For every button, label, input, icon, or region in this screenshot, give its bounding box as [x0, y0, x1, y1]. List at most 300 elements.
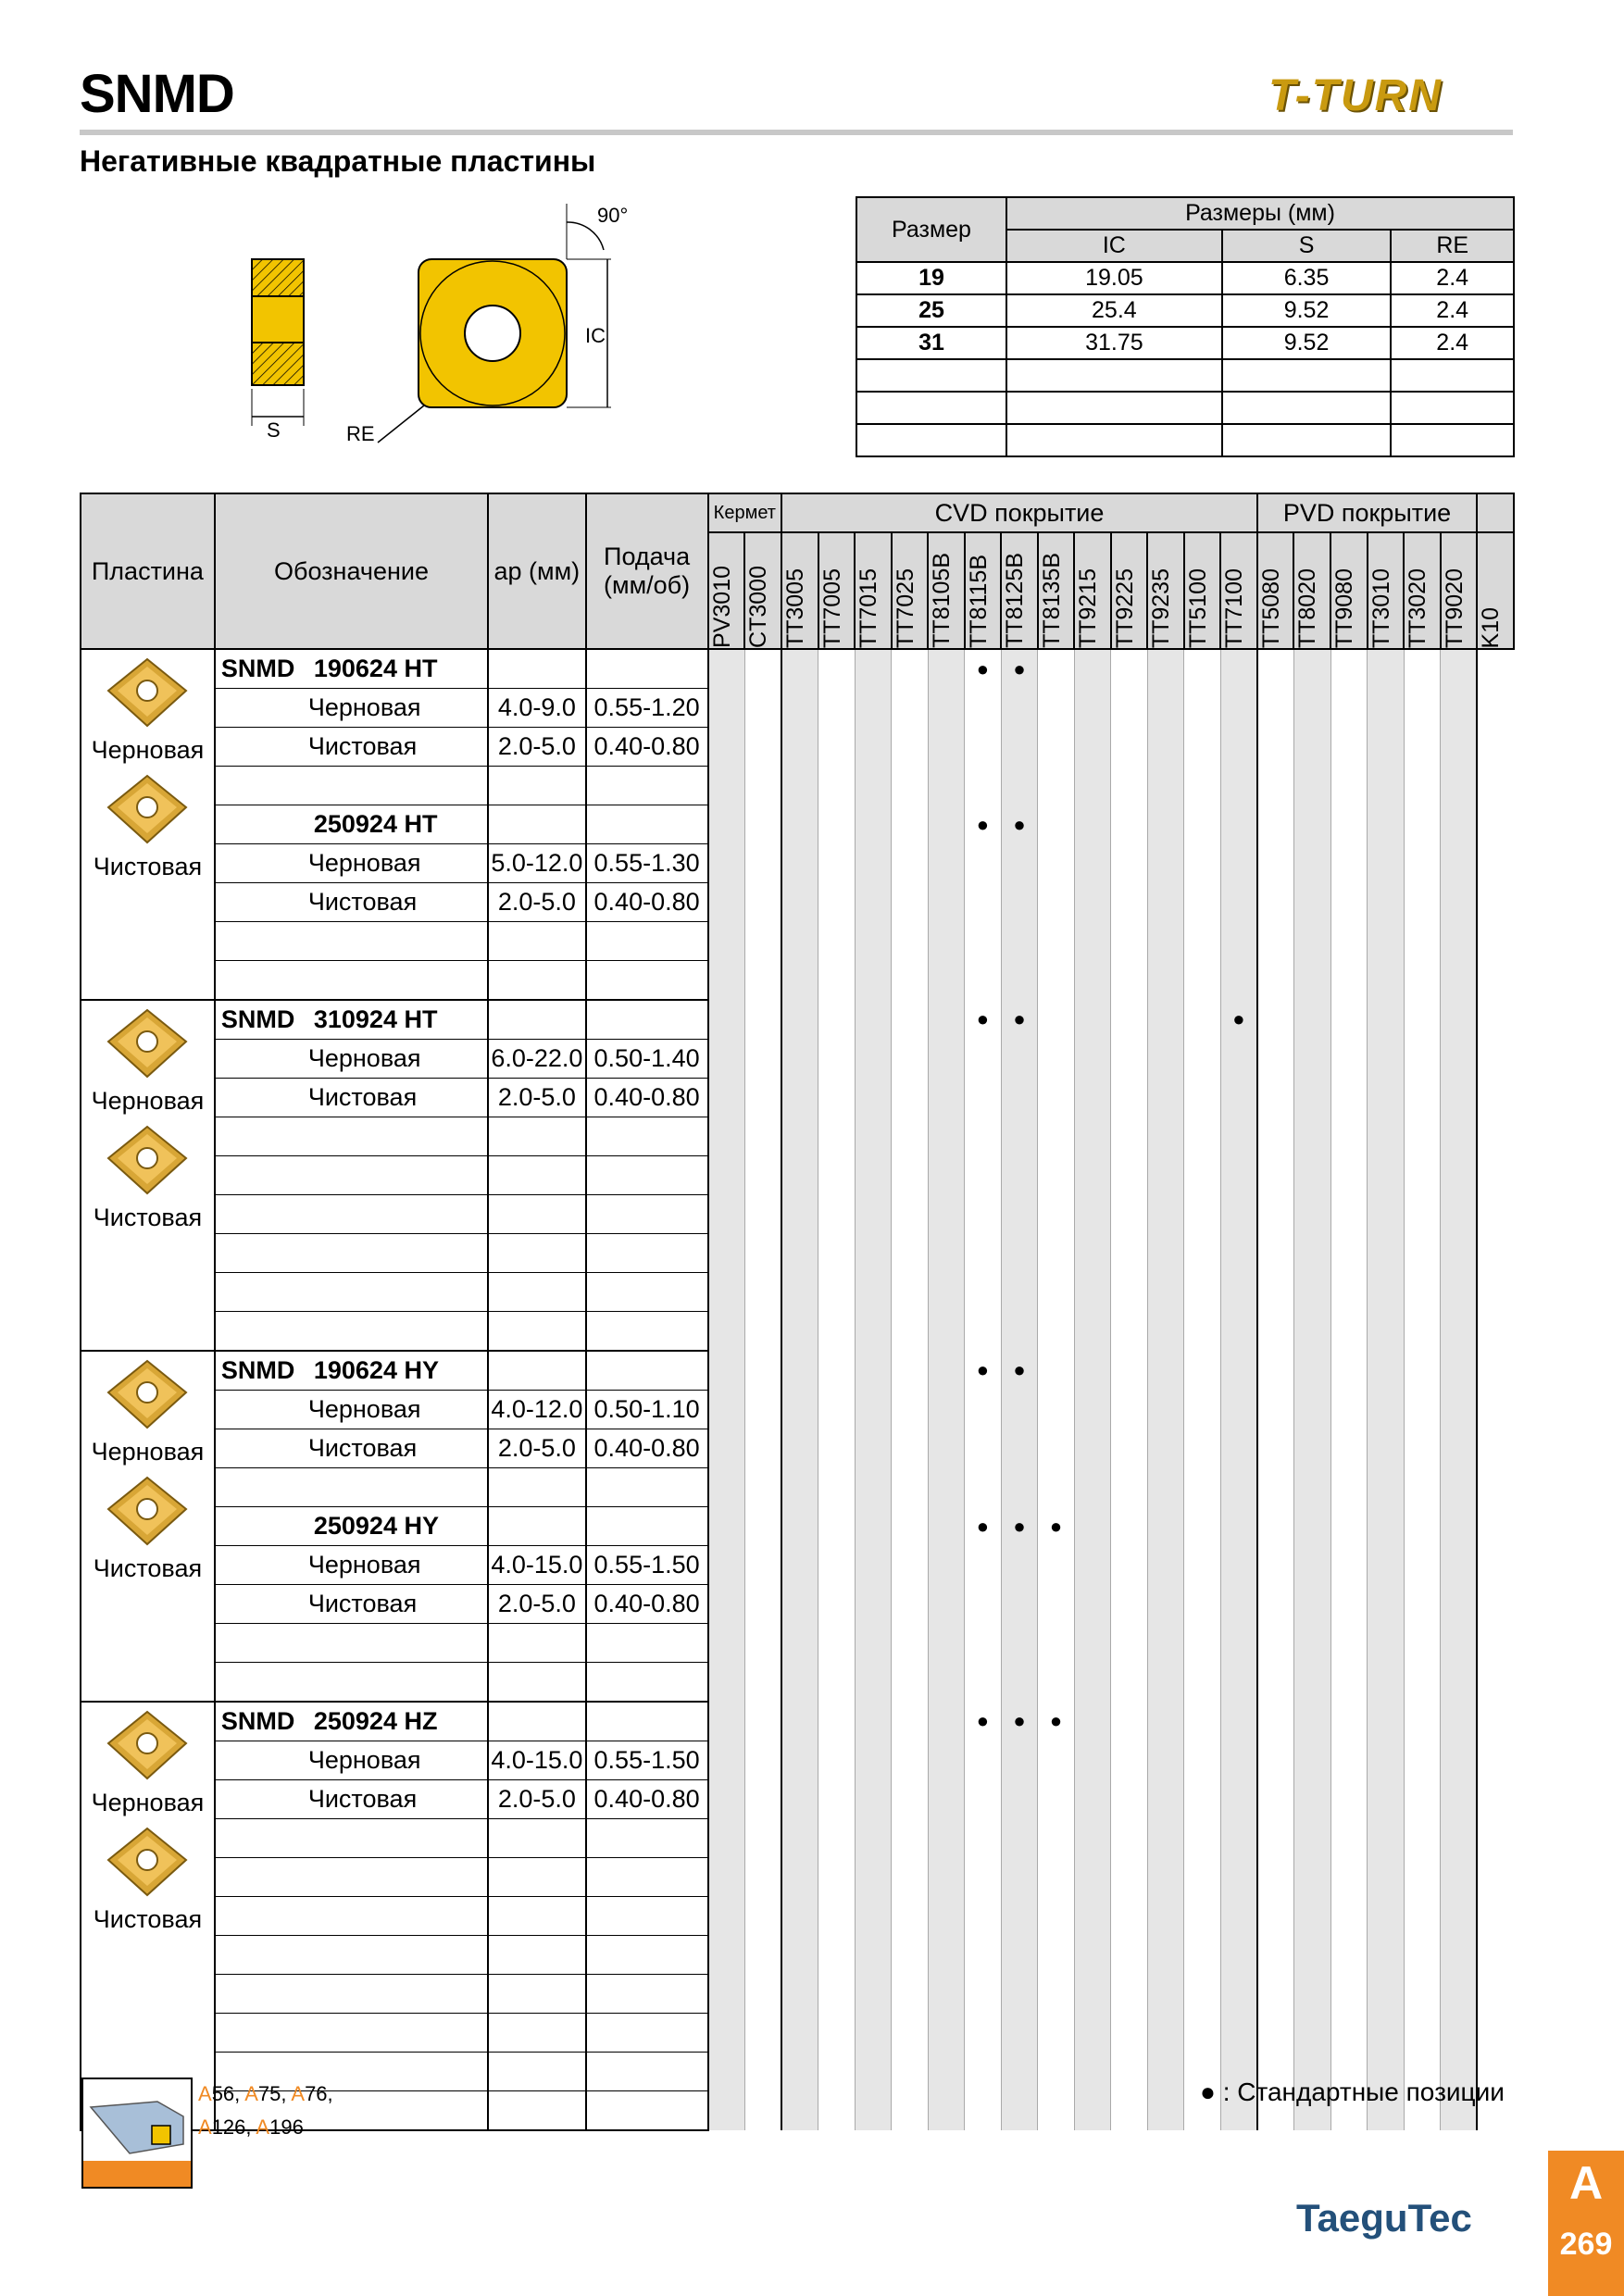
grade-cell: [1404, 961, 1441, 1001]
grade-cell: [1441, 1624, 1478, 1663]
grade-cell: [892, 689, 929, 728]
grade-cell: [1147, 1040, 1184, 1079]
grade-cell: [1147, 2053, 1184, 2091]
grade-cell: [818, 922, 856, 961]
grade-cell: [1330, 1975, 1368, 2014]
blank-cell: [488, 2053, 585, 2091]
grade-cell: [744, 1702, 781, 1741]
grade-cell: [1477, 1507, 1514, 1546]
grade-cell: [1001, 1975, 1038, 2014]
grade-cell: [892, 649, 929, 689]
grade-cell: [965, 1312, 1002, 1352]
grade-cell: ●: [965, 1702, 1002, 1741]
grade-cell: [1404, 1624, 1441, 1663]
grade-cell: [1184, 1156, 1221, 1195]
grade-header-tt9225: [1111, 532, 1148, 649]
grade-cell: [1001, 1234, 1038, 1273]
grade-header-tt9215: [1074, 532, 1111, 649]
dims-cell-ic: 31.75: [1006, 327, 1222, 359]
grade-cell: [1330, 1702, 1368, 1741]
grade-cell: [781, 1624, 818, 1663]
grade-cell: [1293, 1897, 1330, 1936]
grade-cell: [781, 1000, 818, 1040]
grade-cell: [1404, 1040, 1441, 1079]
application-cell: [215, 1040, 488, 1079]
application-reference-icon: [81, 2078, 193, 2189]
grade-cell: [1404, 922, 1441, 961]
blank-cell: [586, 1858, 708, 1897]
grade-cell: [708, 805, 745, 844]
grade-cell: [1477, 1351, 1514, 1391]
grade-cell: [965, 961, 1002, 1001]
grade-cell: [818, 2091, 856, 2131]
grade-cell: [1477, 728, 1514, 767]
grade-cell: [818, 1079, 856, 1117]
grade-cell: [928, 1858, 965, 1897]
grade-cell: [708, 1975, 745, 2014]
feed-cell: 0.55-1.50: [586, 1546, 708, 1585]
blank-cell: [488, 1312, 585, 1352]
grade-cell: [965, 922, 1002, 961]
grade-cell: [1330, 1819, 1368, 1858]
dims-cell-s: 9.52: [1222, 294, 1392, 327]
designation-row: [81, 1351, 1514, 1391]
grade-cell: [1111, 1273, 1148, 1312]
grade-cell: [1220, 922, 1257, 961]
grade-cell: [928, 2053, 965, 2091]
grade-cell: [1038, 1117, 1075, 1156]
grade-cell: [1111, 1234, 1148, 1273]
grade-cell: [892, 1273, 929, 1312]
grade-cell: [928, 922, 965, 961]
grade-cell: [744, 1585, 781, 1624]
blank-row: [81, 1663, 1514, 1703]
grade-cell: [1477, 1273, 1514, 1312]
insert-images-cell: [81, 1351, 215, 1702]
blank-cell: [488, 767, 585, 805]
grade-cell: [818, 805, 856, 844]
grade-cell: [965, 1195, 1002, 1234]
grade-cell: [928, 1975, 965, 2014]
grade-cell: [1441, 1079, 1478, 1117]
grade-cell: [1147, 961, 1184, 1001]
grade-cell: [1477, 1195, 1514, 1234]
grade-cell: [781, 1780, 818, 1819]
grade-cell: [1111, 767, 1148, 805]
grade-cell: [1074, 728, 1111, 767]
grade-cell: [1220, 2014, 1257, 2053]
dims-empty-cell: [1222, 392, 1392, 424]
grade-cell: [1147, 1156, 1184, 1195]
blank-cell: [586, 2053, 708, 2091]
grade-cell: [781, 1468, 818, 1507]
grade-cell: [818, 1195, 856, 1234]
grade-cell: [818, 1975, 856, 2014]
grade-cell: [855, 1117, 892, 1156]
grade-label: TT9020: [1441, 568, 1468, 648]
grade-cell: [781, 2014, 818, 2053]
grade-cell: [781, 1975, 818, 2014]
blank-cell: [586, 2091, 708, 2131]
grade-cell: [1404, 1234, 1441, 1273]
grade-header-tt9080: [1330, 532, 1368, 649]
grade-cell: [781, 805, 818, 844]
grade-cell: [1257, 1702, 1294, 1741]
grade-cell: [1001, 1468, 1038, 1507]
grade-cell: [1368, 922, 1405, 961]
grade-cell: [965, 1391, 1002, 1429]
cermet-group-header: Кермет: [708, 493, 781, 532]
application-label: Черновая: [307, 1044, 421, 1072]
cutting-data-row: [81, 1585, 1514, 1624]
grade-cell: [708, 844, 745, 883]
ap-cell-empty: [488, 1351, 585, 1391]
grade-cell: [1038, 2091, 1075, 2131]
grade-cell: [1220, 1273, 1257, 1312]
grade-cell: [1038, 1780, 1075, 1819]
grade-cell: [892, 1468, 929, 1507]
grade-cell: [1477, 1858, 1514, 1897]
grade-cell: [1257, 1156, 1294, 1195]
grade-cell: [1368, 1429, 1405, 1468]
grade-cell: [928, 1156, 965, 1195]
grade-cell: [1257, 961, 1294, 1001]
grade-cell: [781, 689, 818, 728]
grade-cell: [855, 1663, 892, 1703]
grade-cell: [1038, 767, 1075, 805]
blank-cell: [586, 1624, 708, 1663]
grade-cell: [1001, 1117, 1038, 1156]
feed-cell: 0.40-0.80: [586, 728, 708, 767]
grade-cell: [1330, 1312, 1368, 1352]
grade-cell: [1293, 1546, 1330, 1585]
grade-cell: [1257, 1391, 1294, 1429]
grade-cell: [1038, 1936, 1075, 1975]
grade-cell: [1220, 805, 1257, 844]
grade-cell: ●: [1001, 649, 1038, 689]
blank-row: [81, 1468, 1514, 1507]
grade-cell: [708, 1741, 745, 1780]
grade-label: TT5080: [1257, 568, 1284, 648]
grade-cell: [1038, 1351, 1075, 1391]
grade-cell: [1293, 767, 1330, 805]
grade-cell: [1368, 1468, 1405, 1507]
grade-cell: [818, 1819, 856, 1858]
grade-cell: [1368, 767, 1405, 805]
blank-row: [81, 1195, 1514, 1234]
grade-cell: [818, 1156, 856, 1195]
grade-cell: [1184, 2014, 1221, 2053]
designation-row: [81, 805, 1514, 844]
dims-cell-size: 31: [856, 327, 1006, 359]
grade-cell: [928, 1468, 965, 1507]
grade-cell: [1111, 883, 1148, 922]
ap-cell-empty: [488, 1702, 585, 1741]
feed-cell-empty: [586, 1351, 708, 1391]
grade-cell: [1147, 1429, 1184, 1468]
grade-cell: [818, 1117, 856, 1156]
insert-col-header: Пластина: [81, 493, 215, 649]
grade-cell: [855, 767, 892, 805]
grade-header-tt3010: [1368, 532, 1405, 649]
grade-cell: [1220, 883, 1257, 922]
grade-cell: [1404, 1936, 1441, 1975]
grade-header-pv3010: [708, 532, 745, 649]
grade-cell: [1257, 649, 1294, 689]
grade-cell: [1220, 1234, 1257, 1273]
grade-cell: [1184, 1702, 1221, 1741]
finish-caption: Чистовая: [93, 853, 203, 880]
grade-cell: [1001, 1195, 1038, 1234]
grade-cell: [1147, 1975, 1184, 2014]
grade-cell: [1038, 2053, 1075, 2091]
blank-row: [81, 1624, 1514, 1663]
angle-label: 90°: [597, 204, 629, 227]
grade-cell: [1330, 1079, 1368, 1117]
grade-cell: [855, 1936, 892, 1975]
grade-cell: [1441, 728, 1478, 767]
cutting-data-row: [81, 1040, 1514, 1079]
grade-cell: [1293, 1819, 1330, 1858]
grade-cell: [1293, 961, 1330, 1001]
grade-cell: [1330, 1546, 1368, 1585]
dims-empty-row: [856, 359, 1514, 392]
grade-cell: [1147, 1000, 1184, 1040]
grade-cell: [1038, 1040, 1075, 1079]
dims-empty-row: [856, 424, 1514, 456]
grade-cell: [744, 1624, 781, 1663]
grade-cell: [928, 649, 965, 689]
grade-cell: [1184, 1741, 1221, 1780]
ref-page[interactable]: 126: [211, 2115, 246, 2139]
grade-cell: [1293, 689, 1330, 728]
grade-cell: [855, 1000, 892, 1040]
grade-cell: [1220, 1975, 1257, 2014]
grade-cell: [1111, 805, 1148, 844]
grade-cell: [744, 844, 781, 883]
grade-cell: [1368, 961, 1405, 1001]
grade-cell: [1001, 1156, 1038, 1195]
ref-page[interactable]: 196: [269, 2115, 304, 2139]
grade-cell: [1074, 805, 1111, 844]
grade-cell: [1368, 2014, 1405, 2053]
ap-cell: 2.0-5.0: [488, 1079, 585, 1117]
grade-cell: [818, 883, 856, 922]
grade-cell: [708, 2053, 745, 2091]
grade-cell: [1404, 1312, 1441, 1352]
grade-cell: [928, 2014, 965, 2053]
grade-cell: [1293, 1234, 1330, 1273]
grade-cell: [781, 767, 818, 805]
dims-empty-cell: [1391, 424, 1514, 456]
application-label: Черновая: [307, 849, 421, 877]
grade-cell: [1441, 1273, 1478, 1312]
grade-cell: [708, 1936, 745, 1975]
grade-cell: [928, 767, 965, 805]
grade-cell: [1368, 844, 1405, 883]
grade-cell: [928, 1391, 965, 1429]
ref-page[interactable]: 75: [257, 2082, 281, 2105]
grade-header-tt8105b: [928, 532, 965, 649]
grade-cell: [818, 767, 856, 805]
grade-cell: [1147, 1312, 1184, 1352]
grade-cell: [928, 1936, 965, 1975]
grade-cell: [1477, 922, 1514, 961]
grade-cell: [781, 1117, 818, 1156]
ref-page[interactable]: 56: [211, 2082, 235, 2105]
grade-cell: [855, 1468, 892, 1507]
grade-cell: [965, 1117, 1002, 1156]
grade-cell: [892, 1663, 929, 1703]
grade-label: TT8020: [1294, 568, 1321, 648]
grade-cell: [1257, 767, 1294, 805]
grade-cell: [1368, 1897, 1405, 1936]
grade-cell: [1477, 1663, 1514, 1703]
grade-cell: [1477, 2014, 1514, 2053]
grade-cell: [781, 1156, 818, 1195]
grade-cell: [1257, 728, 1294, 767]
grade-cell: [965, 1975, 1002, 2014]
insert-images-cell: [81, 649, 215, 1000]
grade-header-tt9235: [1147, 532, 1184, 649]
grade-cell: [1220, 1117, 1257, 1156]
grade-cell: [965, 2014, 1002, 2053]
grade-cell: [1330, 1624, 1368, 1663]
grade-cell: [1111, 1391, 1148, 1429]
designation-prefix: SNMD: [220, 1005, 295, 1033]
size-header: Размер: [856, 197, 1006, 262]
grade-cell: [1074, 961, 1111, 1001]
ap-cell: 5.0-12.0: [488, 844, 585, 883]
grade-cell: [928, 689, 965, 728]
grade-cell: [1111, 2053, 1148, 2091]
grade-cell: [855, 1819, 892, 1858]
grade-cell: [892, 1975, 929, 2014]
dims-cell-ic: 25.4: [1006, 294, 1222, 327]
ref-section[interactable]: A: [256, 2115, 270, 2139]
grade-cell: [1074, 1819, 1111, 1858]
grade-cell: [781, 1819, 818, 1858]
ref-section[interactable]: A: [291, 2082, 306, 2105]
grade-cell: [744, 1195, 781, 1234]
cutting-data-row: [81, 883, 1514, 922]
grade-cell: [1441, 1780, 1478, 1819]
grade-cell: [1441, 1819, 1478, 1858]
grade-cell: [1111, 1936, 1148, 1975]
blank-cell: [488, 2014, 585, 2053]
grade-cell: [1147, 1585, 1184, 1624]
grade-cell: [1074, 1702, 1111, 1741]
ap-cell: 2.0-5.0: [488, 1780, 585, 1819]
grade-label: TT8115B: [965, 555, 992, 648]
blank-cell: [586, 2014, 708, 2053]
grade-cell: [781, 1040, 818, 1079]
grade-cell: [1074, 1117, 1111, 1156]
grade-cell: [1147, 1234, 1184, 1273]
grade-cell: [1441, 844, 1478, 883]
grade-cell: [818, 1040, 856, 1079]
blank-cell: [488, 1624, 585, 1663]
cutting-data-row: [81, 1546, 1514, 1585]
grade-cell: [1477, 1391, 1514, 1429]
dims-empty-cell: [1006, 392, 1222, 424]
blank-cell: [215, 1858, 488, 1897]
grade-cell: [1184, 1391, 1221, 1429]
grade-cell: [1441, 1234, 1478, 1273]
grade-cell: [1220, 1546, 1257, 1585]
grade-cell: [1330, 1780, 1368, 1819]
grade-cell: [708, 1819, 745, 1858]
grade-cell: [1220, 1585, 1257, 1624]
grade-cell: [781, 2091, 818, 2131]
grade-label: TT9235: [1148, 568, 1175, 648]
grade-cell: [1441, 805, 1478, 844]
grade-cell: [744, 805, 781, 844]
grade-cell: [928, 1624, 965, 1663]
grade-cell: [744, 1546, 781, 1585]
insert-photo: [105, 1708, 190, 1782]
grade-cell: [1257, 1858, 1294, 1897]
cutting-data-row: [81, 844, 1514, 883]
grade-cell: [855, 1702, 892, 1741]
grade-cell: [1184, 922, 1221, 961]
grade-cell: [1330, 2014, 1368, 2053]
grade-cell: [1111, 1468, 1148, 1507]
grade-cell: [818, 1936, 856, 1975]
blank-cell: [488, 1234, 585, 1273]
grade-cell: [1111, 689, 1148, 728]
dims-empty-cell: [1006, 424, 1222, 456]
ap-cell: 4.0-15.0: [488, 1741, 585, 1780]
grade-cell: [818, 1663, 856, 1703]
grade-cell: [855, 1429, 892, 1468]
grade-cell: [1001, 689, 1038, 728]
grade-cell: [1038, 961, 1075, 1001]
grade-cell: [1330, 1663, 1368, 1703]
grade-cell: [1147, 1897, 1184, 1936]
rough-caption: Черновая: [91, 1789, 205, 1816]
grade-cell: [1038, 689, 1075, 728]
page-subtitle: Негативные квадратные пластины: [80, 144, 596, 178]
company-logo: TaeguTec: [1296, 2196, 1472, 2240]
ref-section[interactable]: A: [198, 2082, 212, 2105]
grade-cell: ●: [965, 1507, 1002, 1546]
blank-cell: [488, 922, 585, 961]
grade-cell: [1404, 1195, 1441, 1234]
grade-cell: [965, 1741, 1002, 1780]
grade-cell: [1111, 1312, 1148, 1352]
grade-cell: [892, 961, 929, 1001]
grade-cell: [818, 1741, 856, 1780]
application-cell: [215, 1079, 488, 1117]
grade-cell: [1257, 1234, 1294, 1273]
grade-cell: [1038, 1000, 1075, 1040]
dims-cell-s: 9.52: [1222, 327, 1392, 359]
grade-cell: [1074, 1234, 1111, 1273]
ap-cell: 4.0-15.0: [488, 1546, 585, 1585]
ref-page[interactable]: 76: [305, 2082, 328, 2105]
ref-section[interactable]: A: [244, 2082, 258, 2105]
grade-cell: [744, 1819, 781, 1858]
ref-section[interactable]: A: [198, 2115, 212, 2139]
grade-cell: [1111, 1780, 1148, 1819]
grade-cell: [818, 1351, 856, 1391]
blank-cell: [586, 1156, 708, 1195]
grade-cell: [892, 1391, 929, 1429]
application-cell: [215, 728, 488, 767]
grade-cell: [1257, 1468, 1294, 1507]
grade-cell: [928, 1351, 965, 1391]
